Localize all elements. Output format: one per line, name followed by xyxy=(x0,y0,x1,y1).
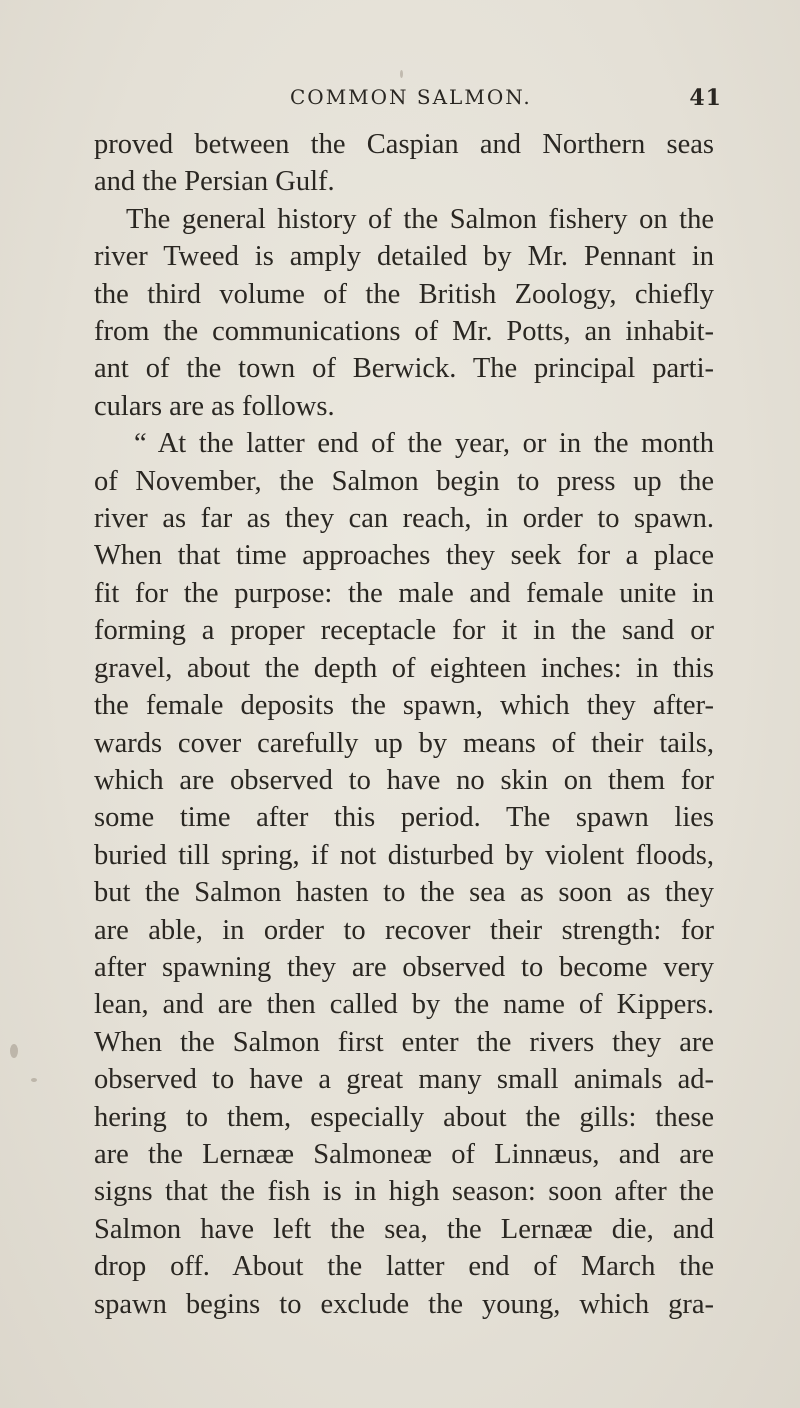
text-line: buried till spring, if not disturbed by violent floods, xyxy=(94,839,714,871)
running-title: COMMON SALMON. xyxy=(290,85,532,109)
text-line: ant of the town of Berwick. The principal parti- xyxy=(94,353,714,385)
text-line: the female deposits the spawn, which they after- xyxy=(94,690,714,722)
text-line: forming a proper receptacle for it in the sand or xyxy=(94,615,714,647)
text-line: some time after this period. The spawn lies xyxy=(94,802,714,834)
text-line: but the Salmon hasten to the sea as soon as they xyxy=(94,877,714,909)
text-line: spawn begins to exclude the young, which gra- xyxy=(94,1288,714,1320)
body-text xyxy=(94,126,714,1323)
text-line: are the Lernææ Salmoneæ of Linnæus, and are xyxy=(94,1138,714,1170)
text-line: are able, in order to recover their strength: for xyxy=(94,914,714,946)
text-line: the third volume of the British Zoology, chiefly xyxy=(94,278,714,310)
text-line: hering to them, especially about the gills: these xyxy=(94,1101,714,1133)
page-number: 41 xyxy=(689,85,722,111)
text-line: wards cover carefully up by means of their tails, xyxy=(94,727,714,759)
running-head xyxy=(92,85,722,117)
text-line: river as far as they can reach, in order to spawn. xyxy=(94,503,714,535)
text-line: after spawning they are observed to become very xyxy=(94,951,714,983)
paper-speck xyxy=(10,1044,18,1058)
text-line: proved between the Caspian and Northern seas xyxy=(94,129,714,160)
text-line: from the communications of Mr. Potts, an inhabit- xyxy=(94,316,714,348)
paper-speck xyxy=(31,1078,37,1082)
text-line: “ At the latter end of the year, or in the month xyxy=(134,428,714,460)
text-line: Salmon have left the sea, the Lernææ die, and xyxy=(94,1213,714,1245)
text-line: lean, and are then called by the name of Kippers. xyxy=(94,989,714,1021)
text-line: fit for the purpose: the male and female unite in xyxy=(94,577,714,609)
text-line: observed to have a great many small animals ad- xyxy=(94,1064,714,1096)
text-line: culars are as follows. xyxy=(94,390,335,422)
text-line: drop off. About the latter end of March the xyxy=(94,1251,714,1283)
text-line: signs that the fish is in high season: soon after the xyxy=(94,1176,714,1208)
text-line: When the Salmon first enter the rivers they are xyxy=(94,1026,714,1058)
text-line: of November, the Salmon begin to press up the xyxy=(94,465,714,497)
text-line: The general history of the Salmon fishery on the xyxy=(126,203,714,235)
paper-speck xyxy=(400,70,403,78)
text-line: and the Persian Gulf. xyxy=(94,166,335,198)
text-line: river Tweed is amply detailed by Mr. Pennant in xyxy=(94,241,714,273)
text-line: gravel, about the depth of eighteen inches: in this xyxy=(94,652,714,684)
text-line: When that time approaches they seek for a place xyxy=(94,540,714,572)
text-line: which are observed to have no skin on them for xyxy=(94,764,714,796)
